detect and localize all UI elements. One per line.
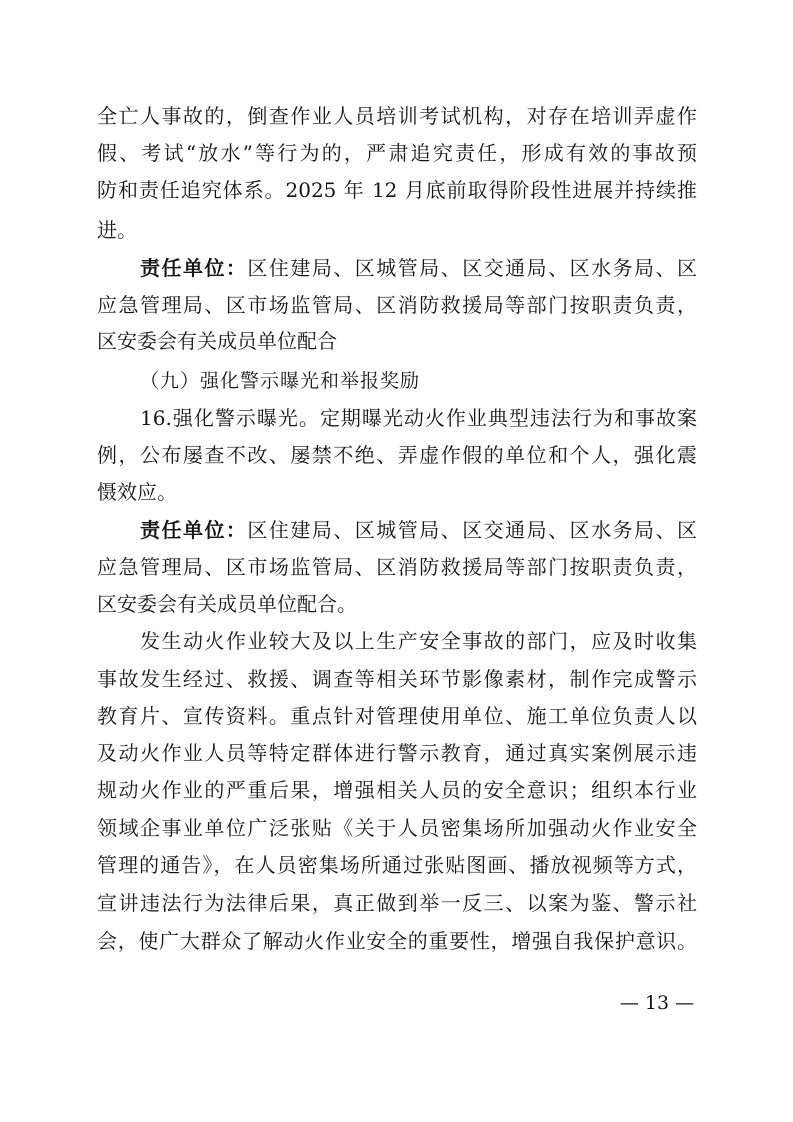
text-line: 会，使广大群众了解动火作业安全的重要性，增强自我保护意识。	[97, 929, 697, 953]
text-line: 管理的通告》，在人员密集场所通过张贴图画、播放视频等方式，	[97, 853, 697, 877]
text-line: 及动火作业人员等特定群体进行警示教育，通过真实案例展示违	[97, 741, 697, 765]
page-number: — 13 —	[619, 992, 695, 1014]
text-line: 宣讲违法行为法律后果，真正做到举一反三、以案为鉴、警示社	[97, 891, 697, 915]
text-line: 进。	[97, 218, 137, 242]
text-line: 事故发生经过、救援、调查等相关环节影像素材，制作完成警示	[97, 667, 697, 691]
text-line: 领域企事业单位广泛张贴《关于人员密集场所加强动火作业安全	[97, 816, 697, 840]
text-line: 16.强化警示曝光。定期曝光动火作业典型违法行为和事故案	[140, 406, 697, 430]
responsibility-label: 责任单位：	[140, 256, 248, 280]
text-line: 区安委会有关成员单位配合	[97, 329, 337, 353]
responsibility-text: 区住建局、区城管局、区交通局、区水务局、区	[247, 518, 697, 542]
text-line: 规动火作业的严重后果，增强相关人员的安全意识；组织本行业	[97, 778, 697, 802]
text-line: 防和责任追究体系。2025 年 12 月底前取得阶段性进展并持续推	[97, 178, 697, 202]
text-line: 发生动火作业较大及以上生产安全事故的部门，应及时收集	[140, 629, 697, 653]
text-line: 例，公布屡查不改、屡禁不绝、弄虚作假的单位和个人，强化震	[97, 443, 697, 467]
text-line: 假、考试“放水”等行为的，严肃追究责任，形成有效的事故预	[97, 141, 697, 165]
text-line: 区安委会有关成员单位配合。	[97, 592, 357, 616]
responsibility-line	[140, 517, 697, 543]
text-line: 应急管理局、区市场监管局、区消防救援局等部门按职责负责，	[97, 293, 697, 317]
text-line: 教育片、宣传资料。重点针对管理使用单位、施工单位负责人以	[97, 704, 697, 728]
text-line: 全亡人事故的，倒查作业人员培训考试机构，对存在培训弄虚作	[97, 104, 697, 128]
text-line: 慑效应。	[97, 480, 177, 504]
responsibility-label: 责任单位：	[140, 518, 248, 542]
section-heading: （九）强化警示曝光和举报奖励	[140, 370, 421, 392]
text-line: 应急管理局、区市场监管局、区消防救援局等部门按职责负责，	[97, 555, 697, 579]
responsibility-line	[140, 255, 697, 281]
responsibility-text: 区住建局、区城管局、区交通局、区水务局、区	[247, 256, 697, 280]
